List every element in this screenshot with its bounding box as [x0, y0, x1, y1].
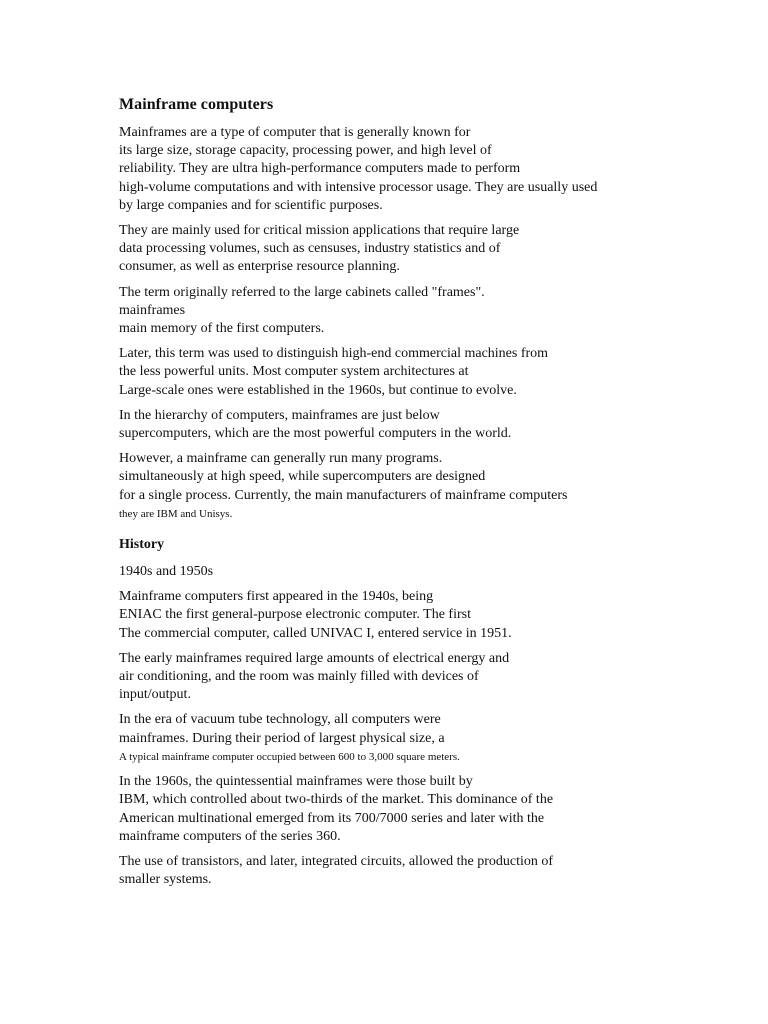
intro-section — [119, 124, 679, 523]
paragraph-line: The early mainframes required large amounts of electrical energy and — [119, 650, 510, 666]
paragraph-line: IBM, which controlled about two-thirds of the market. This dominance of the — [119, 792, 554, 808]
history-subheading: 1940s and 1950s — [119, 564, 214, 580]
paragraph-line: The use of transistors, and later, integrated circuits, allowed the production of — [119, 853, 554, 869]
paragraph-line: simultaneously at high speed, while supercomputers are designed — [119, 469, 486, 485]
paragraph-line: input/output. — [119, 687, 191, 703]
history-paragraph — [119, 588, 679, 643]
history-paragraph — [119, 773, 679, 846]
paragraph-line: The commercial computer, called UNIVAC I, entered service in 1951. — [119, 625, 512, 641]
paragraph-line: mainframe computers of the series 360. — [119, 828, 341, 844]
intro-paragraph — [119, 284, 679, 339]
intro-paragraph — [119, 222, 679, 277]
history-heading: History — [119, 537, 165, 553]
paragraph-line: its large size, storage capacity, processing power, and high level of — [119, 143, 492, 159]
paragraph-line: consumer, as well as enterprise resource planning. — [119, 259, 400, 275]
paragraph-line: they are IBM and Unisys. — [119, 507, 233, 520]
paragraph-line: However, a mainframe can generally run many programs. — [119, 451, 443, 467]
paragraph-line: Large-scale ones were established in the 1960s, but continue to evolve. — [119, 382, 517, 398]
paragraph-line: A typical mainframe computer occupied between 600 to 3,000 square meters. — [119, 750, 460, 763]
paragraph-line: for a single process. Currently, the main manufacturers of mainframe computers — [119, 487, 568, 503]
history-paragraph — [119, 853, 679, 889]
paragraph-line: ENIAC the first general-purpose electronic computer. The first — [119, 607, 471, 623]
paragraph-line: Mainframe computers first appeared in the 1940s, being — [119, 589, 434, 605]
paragraph-line: main memory of the first computers. — [119, 321, 325, 337]
paragraph-line: The term originally referred to the large cabinets called "frames". — [119, 284, 485, 300]
document-title: Mainframe computers — [119, 96, 274, 113]
paragraph-line: high-volume computations and with intensive processor usage. They are usually used — [119, 179, 598, 195]
paragraph-line: air conditioning, and the room was mainly filled with devices of — [119, 669, 479, 685]
paragraph-line: Later, this term was used to distinguish high-end commercial machines from — [119, 346, 549, 362]
paragraph-line: by large companies and for scientific purposes. — [119, 197, 383, 213]
paragraph-line: reliability. They are ultra high-performance computers made to perform — [119, 161, 521, 177]
paragraph-line: They are mainly used for critical mission applications that require large — [119, 223, 520, 239]
paragraph-line: mainframes. During their period of largest physical size, a — [119, 730, 445, 746]
intro-paragraph — [119, 124, 679, 215]
document-content — [119, 95, 679, 896]
paragraph-line: In the 1960s, the quintessential mainframes were those built by — [119, 774, 473, 790]
intro-paragraph — [119, 345, 679, 400]
history-paragraph — [119, 711, 679, 766]
paragraph-line: smaller systems. — [119, 872, 212, 888]
paragraph-line: supercomputers, which are the most powerful computers in the world. — [119, 426, 512, 442]
paragraph-line: mainframes — [119, 302, 186, 318]
paragraph-line: Mainframes are a type of computer that is generally known for — [119, 125, 471, 140]
paragraph-line: data processing volumes, such as censuses, industry statistics and of — [119, 241, 501, 257]
history-paragraph — [119, 650, 679, 705]
history-subheading-paragraph — [119, 563, 679, 581]
paragraph-line: American multinational emerged from its 700/7000 series and later with the — [119, 810, 545, 826]
intro-paragraph — [119, 407, 679, 443]
paragraph-line: In the era of vacuum tube technology, all computers were — [119, 712, 441, 728]
intro-paragraph — [119, 450, 679, 523]
history-section — [119, 588, 679, 889]
paragraph-line: In the hierarchy of computers, mainframes are just below — [119, 407, 440, 423]
paragraph-line: the less powerful units. Most computer system architectures at — [119, 364, 469, 380]
